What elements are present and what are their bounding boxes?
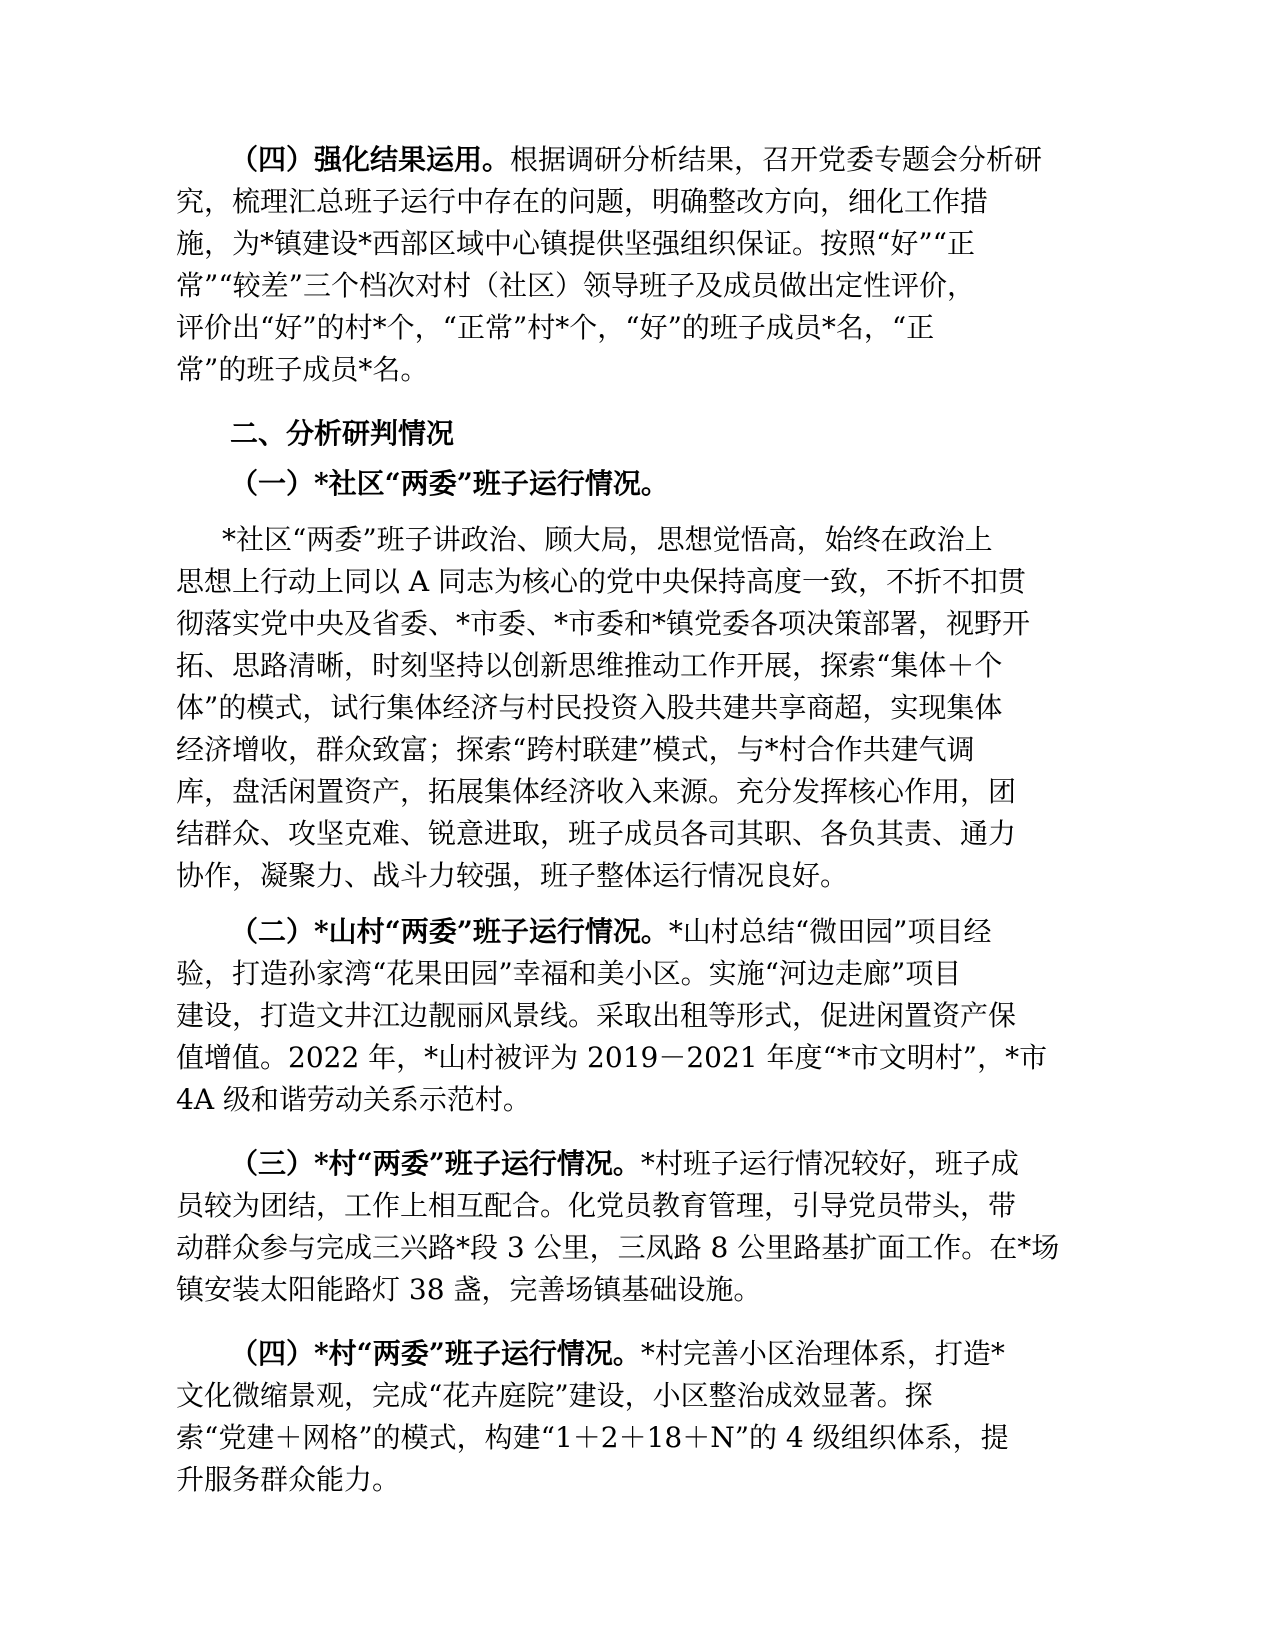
paragraph-line: 库，盘活闲置资产，拓展集体经济收入来源。充分发挥核心作用，团 bbox=[176, 775, 1017, 808]
paragraph-line: 文化微缩景观，完成“花卉庭院”建设，小区整治成效显著。探 bbox=[176, 1379, 933, 1412]
paragraph-line bbox=[230, 1334, 1005, 1374]
paragraph-line: 建设，打造文井江边靓丽风景线。采取出租等形式，促进闲置资产保 bbox=[176, 999, 1017, 1032]
paragraph-heading: （四）*村“两委”班子运行情况。 bbox=[230, 1337, 641, 1370]
paragraph-line: 员较为团结，工作上相互配合。化党员教育管理，引导党员带头，带 bbox=[176, 1189, 1017, 1222]
paragraph-line: 拓、思路清晰，时刻坚持以创新思维推动工作开展，探索“集体＋个 bbox=[176, 649, 1003, 682]
paragraph-line bbox=[230, 140, 1042, 180]
paragraph-line: 动群众参与完成三兴路*段 3 公里，三凤路 8 公里路基扩面工作。在*场 bbox=[176, 1231, 1060, 1264]
paragraph-line: 究，梳理汇总班子运行中存在的问题，明确整改方向，细化工作措 bbox=[176, 185, 989, 218]
paragraph-text: *村班子运行情况较好，班子成 bbox=[640, 1147, 1019, 1180]
paragraph-line: 值增值。2022 年，*山村被评为 2019－2021 年度“*市文明村”，*市 bbox=[176, 1041, 1048, 1074]
paragraph-line: 常”的班子成员*名。 bbox=[176, 353, 429, 386]
paragraph-line bbox=[230, 912, 992, 952]
paragraph-line: 思想上行动上同以 A 同志为核心的党中央保持高度一致，不折不扣贯 bbox=[176, 565, 1027, 598]
paragraph-line: 索“党建＋网格”的模式，构建“1＋2＋18＋N”的 4 级组织体系，提 bbox=[176, 1421, 1009, 1454]
paragraph-line bbox=[230, 1144, 1019, 1184]
paragraph-line: 验，打造孙家湾“花果田园”幸福和美小区。实施“河边走廊”项目 bbox=[176, 957, 962, 990]
paragraph-line: 4A 级和谐劳动关系示范村。 bbox=[176, 1083, 531, 1116]
paragraph-line: 镇安装太阳能路灯 38 盏，完善场镇基础设施。 bbox=[176, 1273, 762, 1306]
subsection-title: （一）*社区“两委”班子运行情况。 bbox=[230, 467, 669, 500]
paragraph-heading: （二）*山村“两委”班子运行情况。 bbox=[230, 915, 669, 948]
paragraph-line: 施，为*镇建设*西部区域中心镇提供坚强组织保证。按照“好”“正 bbox=[176, 227, 975, 260]
paragraph-line: 常”“较差”三个档次对村（社区）领导班子及成员做出定性评价， bbox=[176, 269, 975, 302]
paragraph-line: 体”的模式，试行集体经济与村民投资入股共建共享商超，实现集体 bbox=[176, 691, 1003, 724]
paragraph-line: 评价出“好”的村*个，“正常”村*个，“好”的班子成员*名，“正 bbox=[176, 311, 935, 344]
paragraph-line: 结群众、攻坚克难、锐意进取，班子成员各司其职、各负其责、通力 bbox=[176, 817, 1017, 850]
paragraph-line: 升服务群众能力。 bbox=[176, 1463, 401, 1496]
section-title: 二、分析研判情况 bbox=[230, 417, 455, 450]
paragraph-line: 协作，凝聚力、战斗力较强，班子整体运行情况良好。 bbox=[176, 859, 849, 892]
paragraph-text: *山村总结“微田园”项目经 bbox=[668, 915, 992, 948]
paragraph-text: 根据调研分析结果，召开党委专题会分析研 bbox=[510, 143, 1043, 176]
paragraph-heading: （三）*村“两委”班子运行情况。 bbox=[230, 1147, 641, 1180]
paragraph-text: *村完善小区治理体系，打造* bbox=[640, 1337, 1005, 1370]
paragraph-line: *社区“两委”班子讲政治、顾大局，思想觉悟高，始终在政治上 bbox=[222, 523, 993, 556]
paragraph-heading: （四）强化结果运用。 bbox=[230, 143, 511, 176]
paragraph-line: 彻落实党中央及省委、*市委、*市委和*镇党委各项决策部署，视野开 bbox=[176, 607, 1031, 640]
paragraph-line: 经济增收，群众致富；探索“跨村联建”模式，与*村合作共建气调 bbox=[176, 733, 975, 766]
